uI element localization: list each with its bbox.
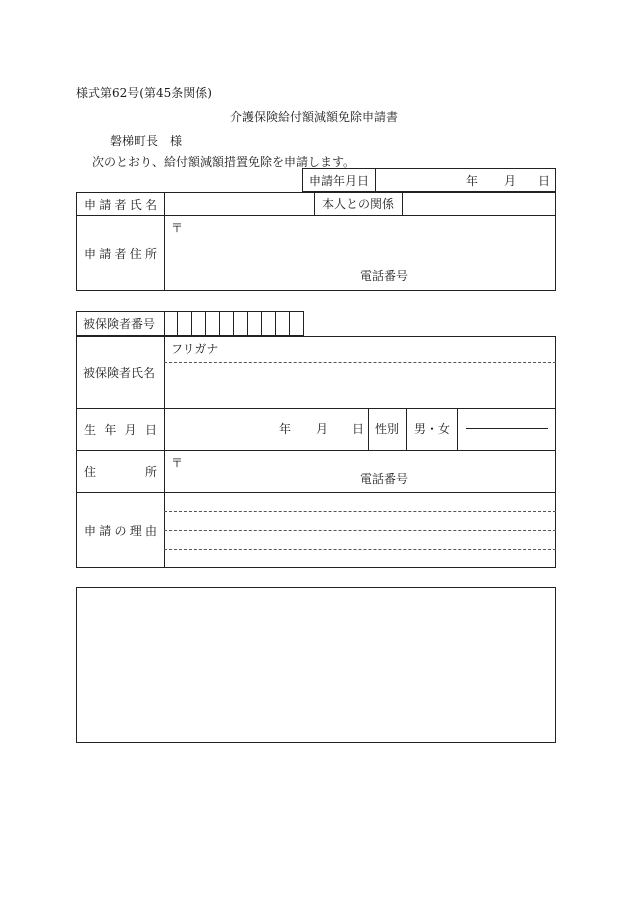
form-number: 様式第62号(第45条関係) <box>76 86 212 100</box>
insured-phone-label: 電話番号 <box>360 472 409 486</box>
furigana-label: フリガナ <box>171 342 219 356</box>
gender-options: 男・女 <box>414 422 451 436</box>
birth-year: 年 <box>279 422 292 436</box>
insured-postal-mark: 〒 <box>171 456 184 470</box>
relation-label: 本人との関係 <box>322 197 395 211</box>
application-date-year: 年 <box>466 174 479 188</box>
gender-answer-line <box>466 428 548 429</box>
applicant-postal-mark: 〒 <box>171 221 184 235</box>
applicant-name-label: 申 請 者 氏 名 <box>84 197 157 212</box>
insured-name-label: 被保険者氏名 <box>83 366 156 380</box>
application-date-label: 申請年月日 <box>309 174 370 188</box>
intro-text: 次のとおり、給付額減額措置免除を申請します。 <box>92 155 356 169</box>
gender-label: 性別 <box>375 422 400 436</box>
birth-month: 月 <box>316 422 329 436</box>
application-date-month: 月 <box>504 174 517 188</box>
birthdate-label: 生 年 月 日 <box>84 422 157 437</box>
reason-label: 申 請 の 理 由 <box>84 523 157 538</box>
applicant-address-label: 申 請 者 住 所 <box>84 246 157 261</box>
form-title: 介護保険給付額減額免除申請書 <box>230 110 399 124</box>
insured-address-label: 住 所 <box>84 464 157 479</box>
addressee: 磐梯町長 様 <box>110 134 183 148</box>
remarks-box[interactable] <box>76 587 556 743</box>
birth-day: 日 <box>352 422 365 436</box>
applicant-phone-label: 電話番号 <box>360 269 409 283</box>
insured-number-label: 被保険者番号 <box>83 317 156 331</box>
application-date-day: 日 <box>538 174 551 188</box>
